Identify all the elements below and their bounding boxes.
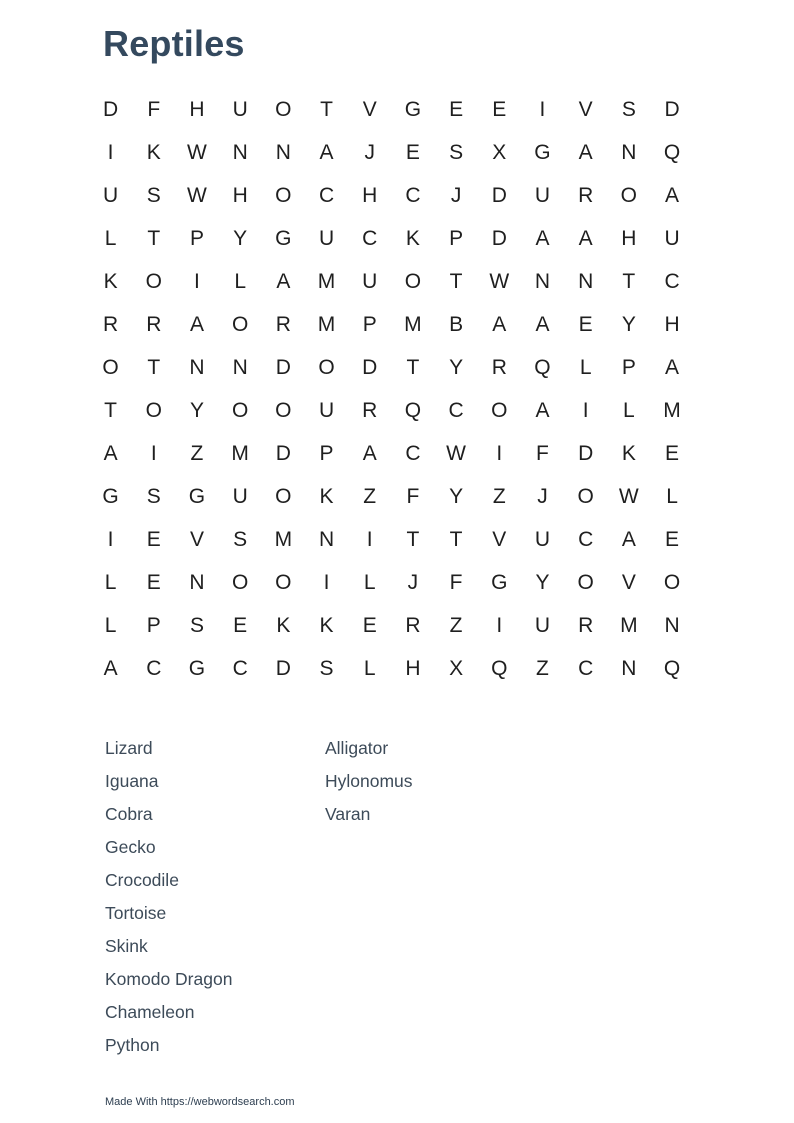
grid-letter[interactable]: L (666, 484, 678, 508)
grid-letter[interactable]: D (275, 355, 291, 379)
grid-letter[interactable]: V (492, 527, 507, 551)
grid-letter[interactable]: K (319, 484, 334, 508)
grid-letter[interactable]: O (275, 570, 292, 594)
grid-letter[interactable]: U (534, 613, 551, 637)
grid-letter[interactable]: T (147, 226, 161, 250)
grid-letter[interactable]: C (405, 183, 421, 207)
grid-letter[interactable]: M (231, 441, 249, 465)
grid-letter[interactable]: V (578, 97, 593, 121)
grid-letter[interactable]: G (275, 226, 292, 250)
grid-letter[interactable]: O (577, 484, 594, 508)
grid-letter[interactable]: U (232, 484, 248, 508)
grid-letter[interactable]: G (491, 570, 508, 594)
grid-letter[interactable]: N (621, 656, 637, 680)
grid-letter[interactable]: N (534, 269, 551, 293)
grid-letter[interactable]: G (534, 140, 551, 164)
grid-letter[interactable]: N (318, 527, 335, 551)
grid-letter[interactable]: Q (663, 656, 681, 680)
grid-letter[interactable]: I (496, 613, 503, 637)
grid-letter[interactable]: A (319, 140, 334, 164)
grid-letter[interactable]: O (275, 398, 292, 422)
grid-letter[interactable]: E (449, 97, 464, 121)
grid-letter[interactable]: D (275, 441, 291, 465)
grid-letter[interactable]: Y (189, 398, 204, 422)
grid-letter[interactable]: R (103, 312, 119, 336)
grid-letter[interactable]: F (449, 570, 463, 594)
grid-letter[interactable]: O (275, 183, 292, 207)
word-list-item: Komodo Dragon (105, 969, 233, 989)
grid-letter[interactable]: C (318, 183, 335, 207)
grid-letter[interactable]: O (275, 484, 292, 508)
grid-letter[interactable]: M (663, 398, 681, 422)
grid-letter[interactable]: Z (363, 484, 377, 508)
grid-letter[interactable]: M (620, 613, 638, 637)
grid-letter[interactable]: W (446, 441, 466, 465)
grid-letter[interactable]: A (578, 140, 593, 164)
grid-letter[interactable]: R (275, 312, 291, 336)
grid-letter[interactable]: Y (449, 355, 464, 379)
grid-letter[interactable]: G (188, 484, 206, 508)
grid-letter[interactable]: R (146, 312, 162, 336)
grid-letter[interactable]: H (232, 183, 248, 207)
word-list (105, 732, 545, 1062)
grid-letter[interactable]: K (621, 441, 636, 465)
grid-letter[interactable]: A (492, 312, 507, 336)
grid-letter[interactable]: C (578, 527, 594, 551)
grid-letter[interactable]: R (405, 613, 421, 637)
grid-letter[interactable]: E (665, 441, 680, 465)
word-list-item: Cobra (105, 804, 153, 824)
grid-letter[interactable]: N (621, 140, 637, 164)
grid-letter[interactable]: I (107, 527, 114, 551)
grid-letter[interactable]: C (232, 656, 248, 680)
grid-letter[interactable]: F (406, 484, 420, 508)
word-list-item: Chameleon (105, 1002, 195, 1022)
grid-letter[interactable]: D (491, 183, 507, 207)
grid-letter[interactable]: F (536, 441, 549, 465)
grid-letter[interactable]: J (407, 570, 419, 594)
grid-letter[interactable]: O (491, 398, 508, 422)
word-list-item: Python (105, 1035, 160, 1055)
page-title: Reptiles (103, 23, 245, 64)
grid-letter[interactable]: J (364, 140, 375, 164)
grid-letter[interactable]: E (492, 97, 507, 121)
grid-letter[interactable]: X (492, 140, 507, 164)
grid-letter[interactable]: H (362, 183, 378, 207)
grid-letter[interactable]: O (318, 355, 335, 379)
grid-letter[interactable]: D (491, 226, 507, 250)
grid-letter[interactable]: I (582, 398, 589, 422)
word-list-column (325, 732, 545, 1062)
grid-letter[interactable]: S (319, 656, 334, 680)
grid-letter[interactable]: K (405, 226, 420, 250)
grid-letter[interactable]: E (233, 613, 248, 637)
grid-letter[interactable]: C (362, 226, 378, 250)
grid-letter[interactable]: R (491, 355, 507, 379)
word-list-item: Skink (105, 936, 148, 956)
grid-letter[interactable]: A (621, 527, 636, 551)
grid-letter[interactable]: W (618, 484, 639, 508)
grid-letter[interactable]: H (621, 226, 637, 250)
grid-letter[interactable]: T (449, 269, 463, 293)
grid-letter[interactable]: U (534, 183, 551, 207)
grid-letter[interactable]: N (664, 613, 680, 637)
grid-letter[interactable]: M (317, 269, 336, 293)
grid-letter[interactable]: O (620, 183, 638, 207)
grid-letter[interactable]: M (317, 312, 336, 336)
grid-letter[interactable]: X (449, 656, 464, 680)
grid-letter[interactable]: Y (449, 484, 464, 508)
grid-letter[interactable]: F (147, 97, 161, 121)
grid-letter[interactable]: I (194, 269, 200, 293)
grid-letter[interactable]: K (319, 613, 334, 637)
grid-letter[interactable]: O (231, 312, 249, 336)
grid-letter[interactable]: T (147, 355, 161, 379)
grid-letter[interactable]: N (578, 269, 594, 293)
grid-letter[interactable]: O (145, 398, 162, 422)
grid-letter[interactable]: E (362, 613, 377, 637)
grid-letter[interactable]: E (405, 140, 420, 164)
grid-letter[interactable]: I (366, 527, 373, 551)
grid-letter[interactable]: W (187, 183, 207, 207)
grid-letter[interactable]: T (622, 269, 636, 293)
grid-letter[interactable]: D (578, 441, 594, 465)
grid-letter[interactable]: U (362, 269, 378, 293)
grid-letter[interactable]: Z (190, 441, 204, 465)
grid-letter[interactable]: E (146, 570, 161, 594)
grid-letter[interactable]: M (274, 527, 293, 551)
grid-letter[interactable]: N (232, 355, 248, 379)
grid-letter[interactable]: U (232, 97, 248, 121)
grid-letter[interactable]: V (362, 97, 377, 121)
grid-letter[interactable]: M (404, 312, 422, 336)
grid-letter[interactable]: N (189, 355, 205, 379)
grid-letter[interactable]: E (665, 527, 680, 551)
grid-letter[interactable]: S (189, 613, 204, 637)
letter-grid (89, 88, 694, 690)
grid-letter[interactable]: J (537, 484, 548, 508)
grid-letter[interactable]: O (231, 398, 249, 422)
grid-letter[interactable]: A (535, 398, 550, 422)
word-list-item: Tortoise (105, 903, 167, 923)
grid-letter[interactable]: L (104, 570, 117, 594)
grid-letter[interactable]: P (621, 355, 636, 379)
grid-letter[interactable]: A (276, 269, 291, 293)
grid-letter[interactable]: Z (449, 613, 463, 637)
grid-letter[interactable]: O (145, 269, 162, 293)
grid-letter[interactable]: C (664, 269, 680, 293)
grid-letter[interactable]: T (449, 527, 463, 551)
grid-letter[interactable]: I (150, 441, 157, 465)
grid-letter[interactable]: A (103, 656, 118, 680)
grid-letter[interactable]: S (146, 183, 161, 207)
word-list-item: Iguana (105, 771, 159, 791)
grid-letter[interactable]: A (665, 183, 680, 207)
grid-letter[interactable]: A (578, 226, 593, 250)
grid-letter[interactable]: R (362, 398, 378, 422)
grid-letter[interactable]: U (318, 398, 335, 422)
grid-letter[interactable]: J (450, 183, 462, 207)
grid-letter[interactable]: C (405, 441, 421, 465)
grid-letter[interactable]: Z (492, 484, 506, 508)
grid-letter[interactable]: B (449, 312, 464, 336)
grid-letter[interactable]: Q (404, 398, 422, 422)
grid-letter[interactable]: Y (535, 570, 550, 594)
grid-letter[interactable]: G (102, 484, 119, 508)
grid-letter[interactable]: W (187, 140, 207, 164)
grid-letter[interactable]: U (664, 226, 680, 250)
grid-letter[interactable]: K (146, 140, 161, 164)
grid-letter[interactable]: S (621, 97, 636, 121)
grid-letter[interactable]: Q (663, 140, 681, 164)
grid-letter[interactable]: S (449, 140, 464, 164)
grid-letter[interactable]: T (320, 97, 333, 121)
grid-letter[interactable]: C (146, 656, 162, 680)
grid-letter[interactable]: U (534, 527, 551, 551)
grid-letter[interactable]: O (663, 570, 681, 594)
word-list-item: Lizard (105, 738, 153, 758)
word-list-item: Alligator (325, 738, 389, 758)
grid-letter[interactable]: S (233, 527, 248, 551)
grid-letter[interactable]: U (103, 183, 119, 207)
grid-letter[interactable]: I (496, 441, 503, 465)
grid-letter[interactable]: P (449, 226, 464, 250)
grid-letter[interactable]: O (275, 97, 292, 121)
grid-letter[interactable]: L (363, 570, 376, 594)
grid-letter[interactable]: A (535, 312, 550, 336)
grid-letter[interactable]: C (578, 656, 594, 680)
grid-letter[interactable]: Z (536, 656, 549, 680)
grid-letter[interactable]: P (362, 312, 377, 336)
word-list-item: Varan (325, 804, 371, 824)
grid-letter[interactable]: N (189, 570, 205, 594)
grid-letter[interactable]: H (664, 312, 680, 336)
grid-letter[interactable]: R (578, 613, 594, 637)
grid-letter[interactable]: L (363, 656, 376, 680)
grid-letter[interactable]: L (234, 269, 246, 293)
grid-letter[interactable]: P (189, 226, 204, 250)
grid-letter[interactable]: I (323, 570, 330, 594)
grid-letter[interactable]: A (362, 441, 377, 465)
grid-letter[interactable]: H (405, 656, 421, 680)
word-list-item: Hylonomus (325, 771, 413, 791)
grid-letter[interactable]: A (189, 312, 204, 336)
grid-letter[interactable]: S (146, 484, 161, 508)
grid-letter[interactable]: D (103, 97, 119, 121)
word-list-column (105, 732, 325, 1062)
grid-letter[interactable]: A (103, 441, 118, 465)
word-list-item: Crocodile (105, 870, 179, 890)
grid-letter[interactable]: W (489, 269, 510, 293)
grid-letter[interactable]: H (189, 97, 205, 121)
grid-letter[interactable]: R (578, 183, 594, 207)
footer-credit: Made With https://webwordsearch.com (105, 1096, 295, 1108)
grid-letter[interactable]: V (189, 527, 204, 551)
grid-letter[interactable]: C (448, 398, 464, 422)
grid-letter[interactable]: P (319, 441, 334, 465)
grid-letter[interactable]: T (406, 355, 420, 379)
word-list-item: Gecko (105, 837, 156, 857)
grid-letter[interactable]: K (276, 613, 291, 637)
grid-letter[interactable]: I (539, 97, 546, 121)
grid-letter[interactable]: L (104, 226, 117, 250)
grid-letter[interactable]: U (318, 226, 335, 250)
grid-letter[interactable]: Y (233, 226, 248, 250)
grid-letter[interactable]: L (623, 398, 635, 422)
grid-letter[interactable]: A (535, 226, 550, 250)
grid-letter[interactable]: N (232, 140, 248, 164)
grid-letter[interactable]: G (188, 656, 206, 680)
grid-letter[interactable]: O (577, 570, 594, 594)
grid-letter[interactable]: O (231, 570, 249, 594)
grid-letter[interactable]: P (146, 613, 161, 637)
grid-letter[interactable]: Q (491, 656, 508, 680)
grid-letter[interactable]: D (362, 355, 378, 379)
grid-letter[interactable]: T (104, 398, 117, 422)
grid-letter[interactable]: O (102, 355, 119, 379)
grid-letter[interactable]: T (406, 527, 420, 551)
grid-letter[interactable]: Y (621, 312, 636, 336)
grid-letter[interactable]: D (664, 97, 680, 121)
grid-letter[interactable]: O (404, 269, 422, 293)
grid-letter[interactable]: K (103, 269, 118, 293)
grid-letter[interactable]: L (104, 613, 117, 637)
grid-letter[interactable]: I (107, 140, 114, 164)
grid-letter[interactable]: E (146, 527, 161, 551)
grid-letter[interactable]: Q (534, 355, 551, 379)
grid-letter[interactable]: E (578, 312, 593, 336)
grid-letter[interactable]: D (275, 656, 291, 680)
grid-letter[interactable]: A (665, 355, 680, 379)
grid-letter[interactable]: L (579, 355, 592, 379)
grid-letter[interactable]: V (621, 570, 636, 594)
grid-letter[interactable]: G (404, 97, 422, 121)
grid-letter[interactable]: N (275, 140, 291, 164)
